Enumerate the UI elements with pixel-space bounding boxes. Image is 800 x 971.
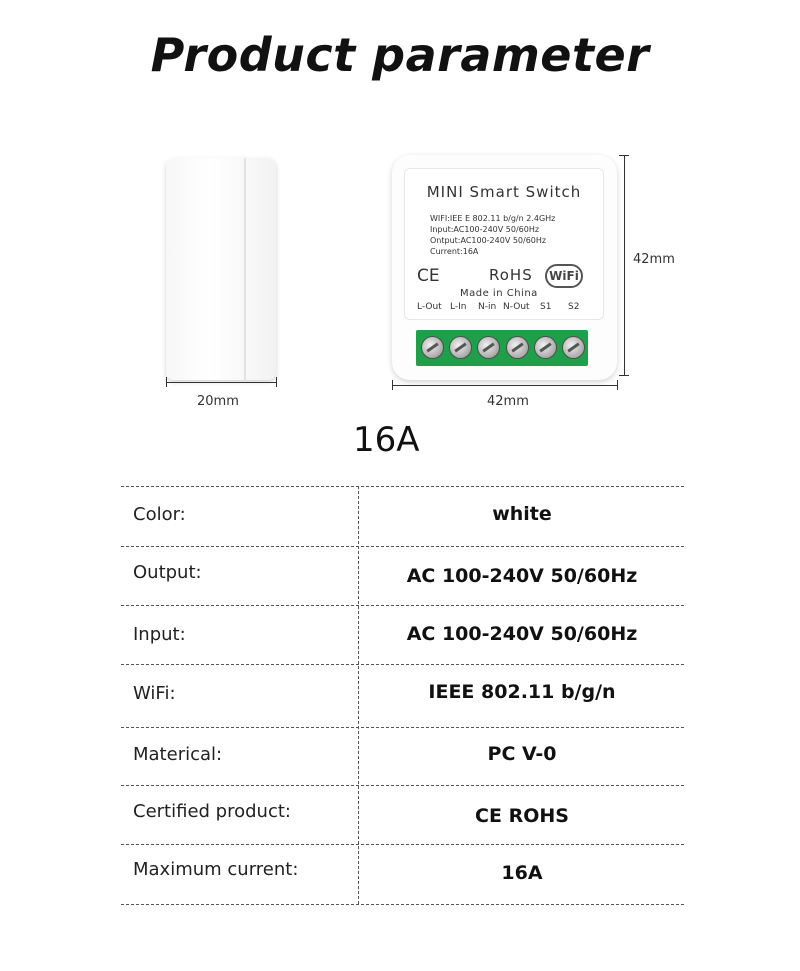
front-height-label: 42mm: [633, 252, 675, 267]
table-divider: [121, 785, 684, 786]
terminal-label-l-in: L-In: [450, 302, 467, 312]
param-value-certified: CE ROHS: [475, 805, 569, 827]
ce-mark-icon: CE: [417, 266, 440, 286]
terminal-label-n-out: N-Out: [503, 302, 530, 312]
made-in-label: Made in China: [460, 288, 538, 299]
table-divider: [121, 904, 684, 905]
spec-line-output: Ontput:AC100-240V 50/60Hz: [430, 236, 547, 245]
terminal-screw-icon: [450, 337, 471, 358]
param-value-input: AC 100-240V 50/60Hz: [406, 623, 638, 645]
param-label-certified: Certified product:: [133, 801, 291, 822]
device-side-view: [166, 158, 276, 380]
param-value-material: PC V-0: [487, 743, 557, 765]
terminal-screw-icon: [563, 337, 584, 358]
terminal-label-s2: S2: [568, 302, 580, 312]
front-width-dimension-line: [392, 385, 617, 386]
spec-line-wifi: WIFI:IEE E 802.11 b/g/n 2.4GHz: [430, 214, 556, 223]
spec-line-input: Input:AC100-240V 50/60Hz: [430, 225, 540, 234]
front-height-tick-top: [619, 155, 629, 156]
terminal-screw-icon: [507, 337, 528, 358]
terminal-screw-icon: [478, 337, 499, 358]
table-divider: [121, 727, 684, 728]
front-width-tick-left: [392, 380, 393, 390]
terminal-label-l-out: L-Out: [417, 302, 442, 312]
terminal-screw-icon: [535, 337, 556, 358]
side-width-label: 20mm: [197, 394, 239, 409]
param-label-input: Input:: [133, 624, 186, 645]
param-value-wifi: IEEE 802.11 b/g/n: [428, 681, 616, 703]
terminal-label-n-in: N-in: [478, 302, 497, 312]
param-label-color: Color:: [133, 504, 186, 525]
terminal-label-s1: S1: [540, 302, 552, 312]
spec-line-current: Current:16A: [430, 247, 479, 256]
table-divider: [121, 546, 684, 547]
current-rating-heading: 16A: [353, 420, 420, 460]
wifi-badge-icon: WiFi: [545, 264, 583, 288]
param-value-output: AC 100-240V 50/60Hz: [406, 565, 638, 587]
device-name: MINI Smart Switch: [426, 183, 582, 201]
terminal-screw-icon: [422, 337, 443, 358]
front-height-tick-bottom: [619, 375, 629, 376]
front-height-dimension-line: [624, 155, 625, 375]
side-width-tick-right: [276, 377, 277, 387]
param-label-material: Materical:: [133, 744, 223, 765]
param-label-output: Output:: [133, 562, 202, 583]
side-view-seam: [244, 158, 246, 380]
side-width-tick-left: [166, 377, 167, 387]
param-value-max-current: 16A: [501, 862, 543, 884]
front-width-label: 42mm: [487, 394, 529, 409]
table-divider: [121, 664, 684, 665]
param-label-wifi: WiFi:: [133, 683, 176, 704]
rohs-mark: RoHS: [489, 266, 533, 284]
page-title: Product parameter: [150, 28, 650, 82]
side-width-dimension-line: [166, 382, 276, 383]
table-divider: [121, 486, 684, 487]
param-value-color: white: [492, 503, 552, 525]
front-width-tick-right: [617, 380, 618, 390]
table-divider: [121, 844, 684, 845]
table-column-divider: [358, 486, 359, 904]
param-label-max-current: Maximum current:: [133, 859, 299, 880]
table-divider: [121, 605, 684, 606]
